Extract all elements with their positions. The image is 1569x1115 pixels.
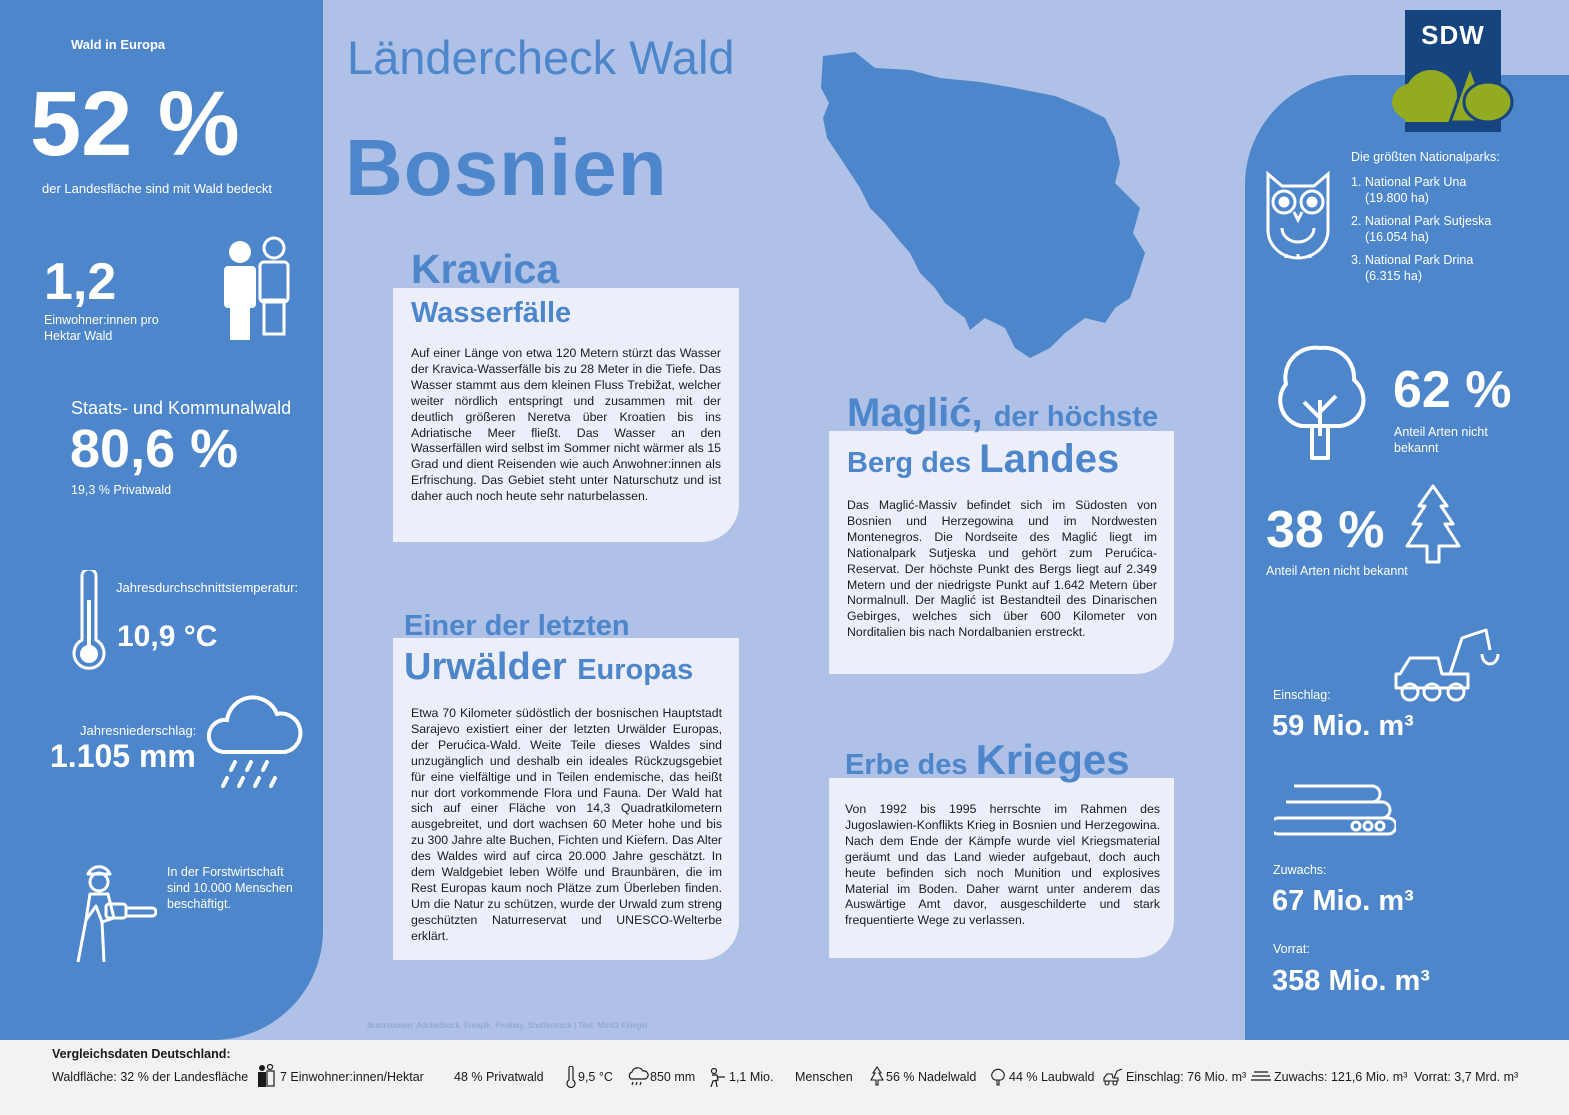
kravica-heading: Kravica [411, 246, 560, 292]
forestry-line3: beschäftigt. [167, 897, 231, 911]
stock-label: Vorrat: [1273, 942, 1310, 956]
forestry-machine-icon [1102, 1068, 1124, 1086]
conifer-tree-icon [1403, 482, 1463, 566]
people-value: 1,2 [44, 253, 117, 311]
deciduous-tree-icon [990, 1066, 1006, 1086]
rain-value: 1.105 mm [50, 738, 196, 774]
harvest-value: 59 Mio. m³ [1272, 710, 1414, 742]
conifer-tree-icon [870, 1066, 884, 1086]
state-forest-value: 80,6 % [70, 419, 239, 479]
maglic-heading [847, 391, 1158, 436]
footer-item: 48 % Privatwald [454, 1070, 544, 1084]
urwald-heading-word: Urwälder [404, 646, 567, 688]
people-icon [218, 236, 298, 341]
owl-icon [1262, 170, 1334, 260]
footer-item: 44 % Laubwald [1009, 1070, 1095, 1084]
log-pile-icon [1250, 1070, 1272, 1084]
krieg-heading [845, 736, 1130, 784]
thermometer-icon [70, 570, 108, 676]
people-caption-line2: Hektar Wald [44, 329, 113, 343]
footer-item: Zuwachs: 121,6 Mio. m³ [1274, 1070, 1408, 1084]
forest-europe-label: Wald in Europa [71, 37, 166, 52]
thermometer-icon [566, 1066, 576, 1088]
urwald-heading-word: Europas [577, 654, 694, 686]
forest-caption: der Landesfläche sind mit Wald bedeckt [42, 181, 273, 196]
maglic-heading-word: der höchste [993, 401, 1159, 433]
kravica-body: Auf einer Länge von etwa 120 Metern stürzt das Wasser der Kravica-Wasserfälle bis zu 28 Meter in die Tiefe. Das Wasser stammt aus dem kleinen Fluss Trebižat, welcher weiter nördlich entspringt und zusammen mit der deutlich größeren Neretva über Kroatien bis ins Adriatische Meer fließt. Das Wasser an den Wasserfällen wird selbst im Sommer nicht wärmer als 15 Grad und dient Reisenden wie auch Anwohner:innen als Erfrischung. Das Gebiet steht unter Naturschutz und ist daher auch noch heute sehr naturbelassen. [411, 346, 721, 504]
park-area: (16.054 ha) [1365, 230, 1429, 244]
credits-text: Illustrationen: AdobeStock, Freepik, Pixabay, Shutterstock | Text: Moritz Floegel [367, 1021, 648, 1030]
logo-text: SDW [1421, 20, 1485, 50]
private-forest-caption: 19,3 % Privatwald [71, 483, 172, 497]
deciduous-caption-line1: Anteil Arten nicht [1394, 425, 1488, 439]
forest-percent: 52 % [30, 73, 240, 175]
krieg-heading-word: Erbe des [845, 749, 968, 781]
maglic-heading-word: Maglić, [847, 391, 983, 435]
bosnia-map-icon [815, 48, 1155, 368]
footer-item: Vorrat: 3,7 Mrd. m³ [1414, 1070, 1519, 1084]
footer-item: 9,5 °C [578, 1070, 613, 1084]
urwald-subheading [404, 646, 693, 689]
maglic-heading-word: Landes [979, 437, 1120, 481]
temperature-value: 10,9 °C [117, 620, 218, 653]
harvest-label: Einschlag: [1273, 688, 1331, 702]
kravica-subheading: Wasserfälle [411, 297, 572, 329]
logo-trees-icon [1390, 56, 1516, 126]
footer-item: 1,1 Mio. [729, 1070, 774, 1084]
urwald-heading: Einer der letzten [404, 610, 630, 642]
state-forest-label: Staats- und Kommunalwald [71, 398, 292, 418]
park-name: 2. National Park Sutjeska [1351, 214, 1492, 228]
list-item [1351, 174, 1491, 206]
list-item [1351, 252, 1491, 284]
park-area: (19.800 ha) [1365, 191, 1429, 205]
maglic-subheading [847, 437, 1119, 482]
page-title: Bosnien [345, 123, 668, 212]
footer-item: Waldfläche: 32 % der Landesfläche [52, 1070, 249, 1084]
krieg-heading-word: Krieges [975, 736, 1130, 783]
deciduous-caption [1394, 424, 1488, 456]
park-area: (6.315 ha) [1365, 269, 1422, 283]
maglic-body: Das Maglić-Massiv befindet sich im Südosten von Bosnien und Herzegowina und im Nordwesten Montenegros. Die Nordseite des Maglić liegt im Nationalpark Sutjeska und gehört zum Perućica-Reservat. Der höchste Punkt des Bergs liegt auf 2.349 Metern und der niedrigste Punkt auf 1.642 Metern über Normalnull. Der Maglić ist Bestandteil des Dinarischen Gebirges, welches sich über 600 Kilometer von Norditalien bis nach Nordalbanien erstreckt. [847, 498, 1157, 640]
forestry-line1: In der Forstwirtschaft [167, 865, 284, 879]
forestry-worker-icon [708, 1067, 726, 1087]
conifer-caption: Anteil Arten nicht bekannt [1266, 564, 1408, 578]
people-icon [256, 1064, 276, 1088]
rain-cloud-icon [627, 1067, 649, 1087]
log-pile-icon [1274, 782, 1396, 840]
growth-label: Zuwachs: [1273, 863, 1327, 877]
footer-title: Vergleichsdaten Deutschland: [52, 1047, 231, 1061]
national-parks-list [1351, 174, 1491, 284]
krieg-body: Von 1992 bis 1995 herrschte im Rahmen des Jugoslawien-Konflikts Krieg in Bosnien und Herzegowina. Nach dem Ende der Kämpfe wurde viel Kriegsmaterial geräumt und das Land wieder aufgebaut, doch auch heute befinden sich noch Munition und explosives Material im Boden. Daher warnt unter anderem das Auswärtige Amt davor, ausgeschilderte und stark frequentierte Wege zu verlassen. [845, 802, 1160, 928]
stock-value: 358 Mio. m³ [1272, 965, 1430, 997]
people-caption [44, 312, 159, 344]
footer-item: 850 mm [650, 1070, 696, 1084]
rain-label: Jahresniederschlag: [80, 723, 197, 738]
title-subheading: Ländercheck Wald [347, 31, 735, 84]
people-caption-line1: Einwohner:innen pro [44, 313, 159, 327]
footer-item: 7 Einwohner:innen/Hektar [280, 1070, 424, 1084]
deciduous-caption-line2: bekannt [1394, 441, 1439, 455]
deciduous-value: 62 % [1393, 361, 1512, 419]
forestry-worker-icon [62, 858, 157, 966]
national-parks-label: Die größten Nationalparks: [1351, 150, 1500, 164]
deciduous-tree-icon [1272, 340, 1366, 462]
temperature-label: Jahresdurchschnittstemperatur: [116, 580, 299, 595]
maglic-heading-word: Berg des [847, 447, 972, 479]
list-item [1351, 213, 1491, 245]
park-name: 3. National Park Drina [1351, 253, 1474, 267]
park-name: 1. National Park Una [1351, 175, 1467, 189]
footer-item: 56 % Nadelwald [886, 1070, 977, 1084]
growth-value: 67 Mio. m³ [1272, 885, 1414, 917]
rain-cloud-icon [205, 690, 303, 790]
urwald-body: Etwa 70 Kilometer südöstlich der bosnischen Hauptstadt Sarajevo existiert einer der letzten Urwälder Europas, der Perućica-Wald. Weite Teile dieses Waldes sind unzugänglich und deshalb ein ideales Rückzugsgebiet für eine vielfältige und in Teilen endemische, das heißt nur dort vorkommende Flora und Fauna. Der Wald hat sich auf einer Fläche von 14,3 Quadratkilometern ausgebreitet, und dort wachsen 60 Meter hohe und bis zu 300 Jahre alte Buchen, Fichten und Kiefern. Das Alter des Waldes wird auf circa 20.000 Jahre geschätzt. In dem Waldgebiet leben Wölfe und Braunbären, die im Rest Europas kaum noch Plätze zum Überleben finden. Um die Natur zu schützen, wurde der Urwald zum streng geschützten Naturreservat und UNESCO-Welterbe erklärt. [411, 706, 722, 943]
footer-comparison-row [52, 1064, 1552, 1088]
conifer-value: 38 % [1266, 501, 1385, 559]
footer-item: Einschlag: 76 Mio. m³ [1126, 1070, 1247, 1084]
forestry-employment-text [167, 864, 293, 912]
forestry-machine-icon [1390, 624, 1502, 706]
forestry-line2: sind 10.000 Menschen [167, 881, 293, 895]
footer-item: Menschen [795, 1070, 853, 1084]
